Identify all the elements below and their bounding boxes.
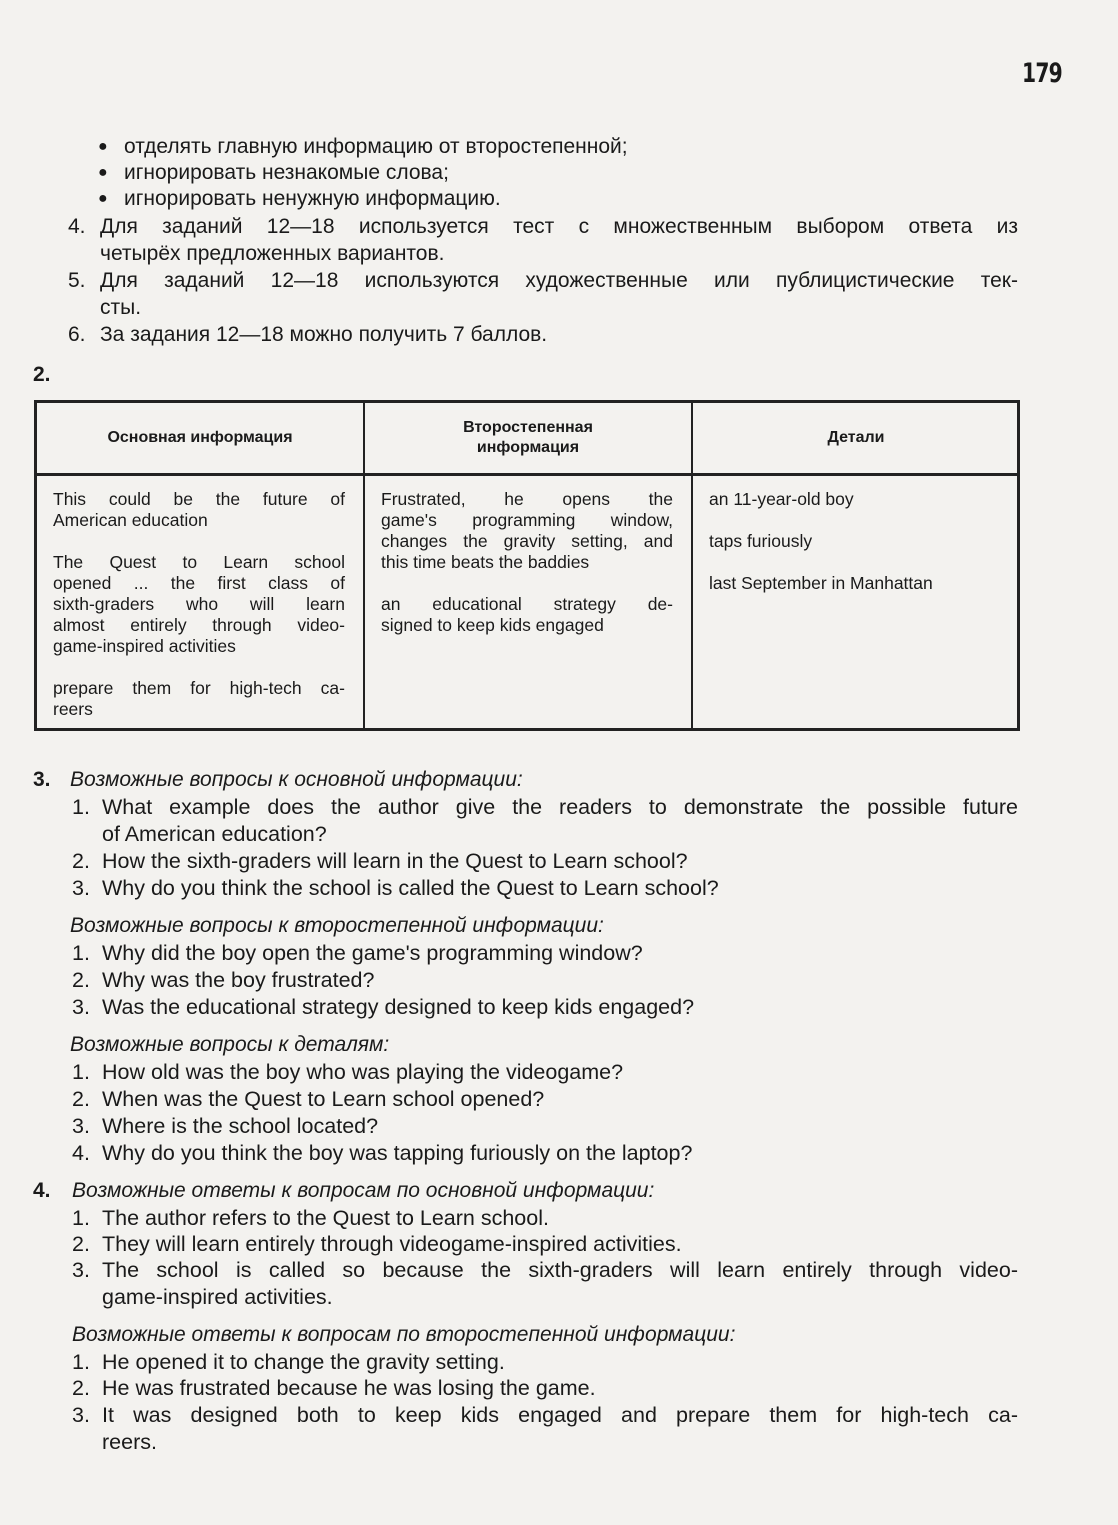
- item-number: 2.: [72, 1087, 90, 1111]
- list-item: Для заданий 12—18 используются художественные или публицистические тек-: [100, 269, 1018, 292]
- cell-line: an 11-year-old boy: [709, 489, 854, 509]
- list-item: How old was the boy who was playing the videogame?: [102, 1060, 624, 1084]
- list-item: It was designed both to keep kids engaged and prepare them for high-tech ca-: [102, 1403, 1018, 1427]
- subheading: Возможные вопросы к второстепенной информации:: [70, 914, 604, 937]
- header-divider: [37, 473, 1017, 476]
- item-number: 2.: [72, 1232, 90, 1256]
- list-item: He was frustrated because he was losing the game.: [102, 1376, 596, 1400]
- cell-line: this time beats the baddies: [381, 552, 590, 572]
- bullet-item: отделять главную информацию от второстепенной;: [124, 135, 628, 158]
- page-number: 179: [1022, 58, 1063, 89]
- list-item: Для заданий 12—18 используется тест с множественным выбором ответа из: [100, 215, 1018, 238]
- item-number: 3.: [72, 1258, 90, 1282]
- list-item: When was the Quest to Learn school opened?: [102, 1087, 545, 1111]
- item-number: 6.: [68, 323, 86, 346]
- header-secondary-line2: информация: [476, 439, 580, 456]
- cell-details: [709, 489, 1009, 615]
- header-details: Детали: [827, 429, 885, 446]
- cell-line: changes the gravity setting, and: [381, 531, 673, 551]
- item-number: 1.: [72, 941, 90, 965]
- list-item: Why do you think the school is called the Quest to Learn school?: [102, 876, 719, 900]
- cell-line: Frustrated, he opens the: [381, 489, 673, 509]
- item-number: 2.: [72, 968, 90, 992]
- cell-line: signed to keep kids engaged: [381, 615, 604, 635]
- list-item: The school is called so because the sixth-graders will learn entirely through video-: [102, 1258, 1018, 1282]
- list-item: What example does the author give the readers to demonstrate the possible future: [102, 795, 1018, 819]
- cell-line: American education: [53, 510, 208, 530]
- cell-line: game's programming window,: [381, 510, 673, 530]
- cell-line: last September in Manhattan: [709, 573, 933, 593]
- cell-line: game-inspired activities: [53, 636, 236, 656]
- list-item: Where is the school located?: [102, 1114, 379, 1138]
- cell-line: taps furiously: [709, 531, 813, 551]
- item-number: 1.: [72, 1206, 90, 1230]
- list-item-cont: game-inspired activities.: [102, 1285, 333, 1309]
- cell-line: prepare them for high-tech ca-: [53, 678, 345, 698]
- list-item-cont: четырёх предложенных вариантов.: [100, 242, 445, 265]
- cell-line: The Quest to Learn school: [53, 552, 345, 572]
- section-number-4: 4.: [33, 1179, 51, 1202]
- cell-secondary-info: [381, 489, 673, 657]
- list-item: Why did the boy open the game's programming window?: [102, 941, 643, 965]
- header-secondary-line1: Второстепенная: [463, 419, 593, 436]
- item-number: 2.: [72, 849, 90, 873]
- item-number: 4.: [68, 215, 86, 238]
- section-number-2: 2.: [33, 363, 51, 386]
- list-item: They will learn entirely through videogame-inspired activities.: [102, 1232, 682, 1256]
- list-item: How the sixth-graders will learn in the Quest to Learn school?: [102, 849, 688, 873]
- list-item: Why do you think the boy was tapping furiously on the laptop?: [102, 1141, 693, 1165]
- item-number: 2.: [72, 1376, 90, 1400]
- list-item-cont: сты.: [100, 296, 142, 319]
- item-number: 1.: [72, 1060, 90, 1084]
- cell-line: an educational strategy de-: [381, 594, 673, 614]
- item-number: 1.: [72, 795, 90, 819]
- cell-line: almost entirely through video-: [53, 615, 345, 635]
- bullet-dot: ●: [98, 138, 108, 155]
- cell-line: This could be the future of: [53, 489, 345, 509]
- header-secondary-info: [365, 403, 691, 473]
- info-table: [34, 400, 1020, 731]
- item-number: 3.: [72, 995, 90, 1019]
- cell-line: reers: [53, 699, 93, 719]
- header-main-info: Основная информация: [107, 429, 293, 446]
- cell-line: sixth-graders who will learn: [53, 594, 345, 614]
- bullet-dot: ●: [98, 164, 108, 181]
- cell-line: opened ... the first class of: [53, 573, 345, 593]
- section-number-3: 3.: [33, 768, 51, 791]
- item-number: 4.: [72, 1141, 90, 1165]
- bullet-item: игнорировать ненужную информацию.: [124, 187, 501, 210]
- list-item: За задания 12—18 можно получить 7 баллов.: [100, 323, 548, 346]
- list-item: Was the educational strategy designed to keep kids engaged?: [102, 995, 695, 1019]
- item-number: 5.: [68, 269, 86, 292]
- item-number: 3.: [72, 1403, 90, 1427]
- item-number: 3.: [72, 876, 90, 900]
- list-item: Why was the boy frustrated?: [102, 968, 375, 992]
- cell-main-info: [53, 489, 345, 741]
- list-item: He opened it to change the gravity setting.: [102, 1350, 505, 1374]
- bullet-dot: ●: [98, 190, 108, 207]
- bullet-item: игнорировать незнакомые слова;: [124, 161, 449, 184]
- item-number: 3.: [72, 1114, 90, 1138]
- subheading: Возможные вопросы к основной информации:: [70, 768, 523, 791]
- subheading: Возможные вопросы к деталям:: [70, 1033, 390, 1056]
- subheading: Возможные ответы к вопросам по второстепенной информации:: [72, 1323, 736, 1346]
- list-item-cont: reers.: [102, 1430, 157, 1454]
- list-item: The author refers to the Quest to Learn school.: [102, 1206, 549, 1230]
- item-number: 1.: [72, 1350, 90, 1374]
- list-item-cont: of American education?: [102, 822, 327, 846]
- subheading: Возможные ответы к вопросам по основной информации:: [72, 1179, 655, 1202]
